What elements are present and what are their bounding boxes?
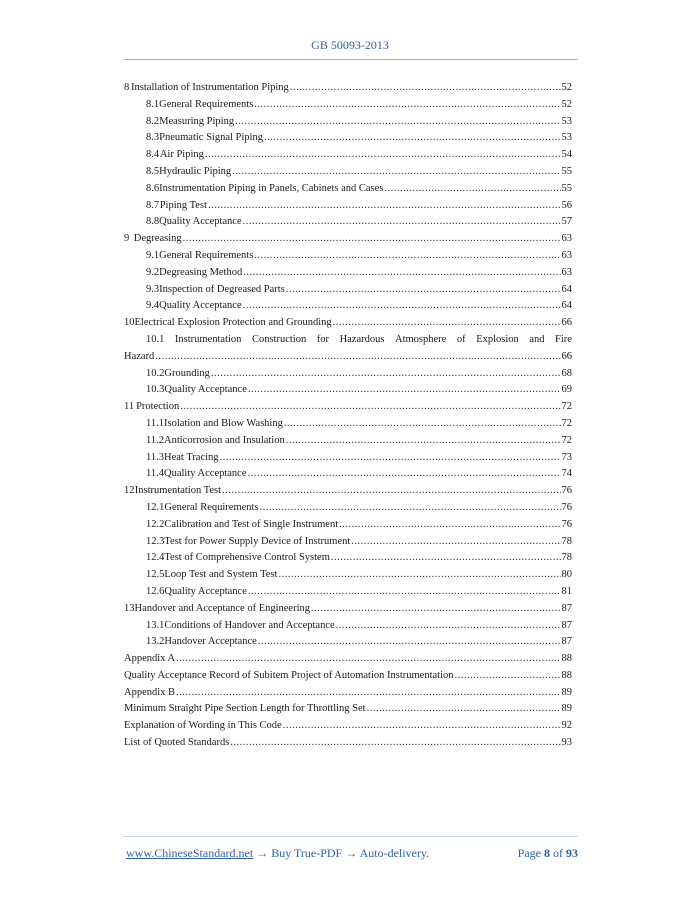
toc-subsection-entry[interactable] (124, 534, 572, 551)
toc-entry-page: 78 (561, 552, 572, 564)
toc-subsection-entry[interactable] (124, 634, 572, 651)
toc-leader-dots (155, 349, 560, 366)
toc-entry-page: 54 (561, 149, 572, 161)
toc-entry-number: 8.7 (146, 199, 160, 211)
toc-leader-dots (278, 567, 560, 584)
footer-divider (123, 836, 578, 837)
toc-entry-word: Hazardous (339, 333, 385, 345)
toc-entry-page: 87 (561, 602, 572, 614)
toc-entry-page: 66 (561, 350, 572, 362)
toc-entry-page: 57 (561, 216, 572, 228)
toc-entry-title: Piping Test (159, 199, 207, 211)
toc-subsection-entry[interactable] (124, 500, 572, 517)
toc-entry-number: 8.3 (146, 132, 160, 144)
toc-entry-page: 55 (561, 182, 572, 194)
toc-entry-word: Construction (251, 333, 307, 345)
toc-entry-word: and (529, 333, 545, 345)
toc-entry-title: Quality Acceptance (164, 468, 247, 480)
toc-entry-page: 52 (561, 98, 572, 110)
header-divider (123, 59, 578, 60)
toc-leader-dots (258, 634, 561, 651)
toc-entry-number: 10.1 (146, 333, 165, 345)
toc-entry-page: 63 (561, 266, 572, 278)
toc-entry-number: 13.2 (146, 636, 165, 648)
footer-promo: → Buy True-PDF → Auto-delivery. (256, 846, 430, 860)
toc-entry-number: 12.3 (146, 535, 165, 547)
toc-entry-page: 64 (561, 283, 572, 295)
toc-subsection-entry[interactable] (124, 433, 572, 450)
toc-entry-page: 72 (561, 401, 572, 413)
toc-section-entry[interactable] (124, 718, 572, 735)
toc-entry-number: 11.3 (146, 451, 164, 463)
toc-leader-dots (333, 315, 561, 332)
toc-section-entry[interactable] (124, 80, 572, 97)
toc-entry-page: 63 (561, 249, 572, 261)
toc-entry-title: List of Quoted Standards (124, 737, 230, 749)
toc-entry-page: 81 (561, 585, 572, 597)
toc-entry-page: 56 (561, 199, 572, 211)
toc-entry-number: 9 (124, 233, 130, 245)
toc-subsection-entry[interactable] (124, 198, 572, 215)
toc-leader-dots (367, 701, 561, 718)
toc-entry-title: Quality Acceptance (164, 384, 247, 396)
toc-entry-title: Test for Power Supply Device of Instrument (164, 535, 351, 547)
toc-subsection-entry[interactable] (124, 298, 572, 315)
toc-entry-number: 12.5 (146, 569, 165, 581)
toc-entry-page: 88 (561, 669, 572, 681)
toc-entry-title: Measuring Piping (159, 115, 235, 127)
toc-entry-title: Instrumentation Test (134, 485, 222, 497)
toc-entry-title: Grounding (164, 367, 210, 379)
toc-entry-title: Handover and Acceptance of Engineering (134, 602, 311, 614)
toc-subsection-entry[interactable] (124, 97, 572, 114)
toc-entry-page: 88 (561, 653, 572, 665)
toc-entry-page: 55 (561, 165, 572, 177)
toc-leader-dots (331, 550, 561, 567)
toc-entry-number: 11.1 (146, 417, 164, 429)
toc-subsection-entry[interactable] (124, 567, 572, 584)
toc-entry-number: 11 (124, 401, 135, 413)
toc-entry-title: General Requirements (159, 98, 254, 110)
toc-subsection-entry[interactable] (124, 147, 572, 164)
toc-leader-dots (243, 265, 560, 282)
toc-entry-title: Quality Acceptance (159, 216, 242, 228)
toc-entry-title: Calibration and Test of Single Instrument (164, 518, 339, 530)
toc-entry-title: Quality Acceptance (159, 300, 242, 312)
toc-leader-dots (336, 618, 561, 635)
toc-entry-page: 69 (561, 384, 572, 396)
toc-leader-dots (283, 718, 561, 735)
toc-leader-dots (384, 181, 560, 198)
toc-entry-page: 66 (561, 317, 572, 329)
toc-section-entry[interactable] (124, 483, 572, 500)
toc-section-entry[interactable] (124, 399, 572, 416)
page-indicator (518, 846, 578, 861)
toc-leader-dots (311, 601, 560, 618)
toc-leader-dots (290, 80, 561, 97)
toc-entry-title: Hazard (124, 350, 155, 362)
toc-entry-word: Explosion (476, 333, 519, 345)
toc-section-entry[interactable] (124, 231, 572, 248)
toc-leader-dots (243, 214, 561, 231)
toc-entry-title: Quality Acceptance Record of Subitem Project of Automation Instrumentation (124, 669, 454, 681)
toc-entry-title: Protection (136, 401, 180, 413)
toc-entry-number: 9.3 (146, 283, 160, 295)
toc-entry-page: 52 (561, 82, 572, 93)
toc-entry-number: 8.2 (146, 115, 160, 127)
toc-entry-title: Pneumatic Signal Piping (159, 132, 263, 144)
toc-leader-dots (339, 517, 560, 534)
toc-section-entry[interactable] (124, 701, 572, 718)
toc-leader-dots (264, 130, 561, 147)
toc-subsection-entry[interactable] (124, 584, 572, 601)
toc-entry-title: Appendix A (124, 653, 176, 665)
toc-entry-page: 89 (561, 703, 572, 715)
toc-entry-number: 8.1 (146, 98, 160, 110)
toc-entry-title: Installation of Instrumentation Piping (131, 82, 289, 93)
toc-entry-title: Loop Test and System Test (164, 569, 278, 581)
toc-subsection-entry[interactable] (124, 382, 572, 399)
toc-entry-word: of (456, 333, 466, 345)
toc-subsection-entry[interactable] (124, 181, 572, 198)
toc-entry-page: 87 (561, 619, 572, 631)
toc-entry-number: 11.2 (146, 434, 164, 446)
toc-entry-title: Air Piping (159, 149, 204, 161)
toc-entry-title: Instrumentation Piping in Panels, Cabinets and Cases (159, 182, 384, 194)
toc-subsection-entry[interactable] (124, 618, 572, 635)
toc-leader-dots (248, 584, 561, 601)
toc-entry-page: 64 (561, 300, 572, 312)
toc-entry-continuation[interactable] (124, 349, 572, 366)
toc-subsection-entry[interactable] (124, 164, 572, 181)
toc-entry-title: Degreasing (133, 233, 182, 245)
toc-leader-dots (220, 450, 561, 467)
toc-leader-dots (254, 248, 560, 265)
toc-leader-dots (222, 483, 560, 500)
toc-leader-dots (284, 416, 561, 433)
toc-entry-title: Anticorrosion and Insulation (164, 434, 285, 446)
page-footer (126, 846, 578, 861)
toc-entry-page: 72 (561, 434, 572, 446)
toc-subsection-entry[interactable] (124, 282, 572, 299)
toc-entry-page: 53 (561, 115, 572, 127)
toc-section-entry[interactable] (124, 651, 572, 668)
toc-entry-word: Instrumentation (174, 333, 242, 345)
running-header (0, 38, 700, 53)
toc-entry-number: 8 (124, 82, 130, 93)
toc-entry-page: 87 (561, 636, 572, 648)
toc-entry-title: Test of Comprehensive Control System (164, 552, 330, 564)
toc-entry-page: 53 (561, 132, 572, 144)
toc-entry-number: 9.2 (146, 266, 160, 278)
toc-entry-title: Degreasing Method (159, 266, 243, 278)
toc-entry-title-line (146, 332, 572, 349)
toc-entry-page: 93 (561, 737, 572, 749)
toc-entry-number: 8.4 (146, 149, 160, 161)
toc-leader-dots (243, 298, 561, 315)
page-current: 8 (544, 846, 550, 860)
toc-entry-title: Explanation of Wording in This Code (124, 720, 282, 732)
toc-entry-number: 8.6 (146, 182, 160, 194)
toc-entry-page: 76 (561, 485, 572, 497)
toc-leader-dots (211, 366, 561, 383)
toc-entry-number: 8.8 (146, 216, 160, 228)
toc-leader-dots (248, 466, 561, 483)
toc-subsection-entry[interactable] (124, 450, 572, 467)
toc-entry-title: Electrical Explosion Protection and Grounding (134, 317, 332, 329)
toc-entry-number: 9.1 (146, 249, 160, 261)
toc-leader-dots (260, 500, 561, 517)
table-of-contents (124, 80, 572, 752)
page-of-label: of (553, 846, 563, 860)
toc-section-entry[interactable] (124, 315, 572, 332)
toc-subsection-entry[interactable] (124, 214, 572, 231)
toc-entry-page: 68 (561, 367, 572, 379)
toc-entry-word: for (316, 333, 330, 345)
toc-entry-title: Handover Acceptance (164, 636, 257, 648)
toc-entry-word: Atmosphere (395, 333, 447, 345)
toc-leader-dots (232, 164, 560, 181)
toc-leader-dots (235, 114, 560, 131)
toc-entry-number: 11.4 (146, 468, 164, 480)
toc-entry[interactable] (124, 332, 572, 349)
toc-leader-dots (254, 97, 560, 114)
website-link[interactable]: www.ChineseStandard.net (126, 846, 254, 860)
standard-code: GB 50093-2013 (311, 38, 389, 52)
toc-entry-number: 10 (124, 317, 135, 329)
toc-entry-page: 73 (561, 451, 572, 463)
toc-subsection-entry[interactable] (124, 265, 572, 282)
page-total: 93 (566, 846, 578, 860)
toc-entry-page: 89 (561, 686, 572, 698)
toc-entry-page: 80 (561, 569, 572, 581)
toc-leader-dots (230, 735, 560, 752)
toc-entry-title: Inspection of Degreased Parts (159, 283, 285, 295)
toc-entry-number: 13.1 (146, 619, 165, 631)
toc-section-entry[interactable] (124, 668, 572, 685)
toc-entry-number: 10.2 (146, 367, 165, 379)
toc-section-entry[interactable] (124, 735, 572, 752)
toc-subsection-entry[interactable] (124, 550, 572, 567)
toc-entry-number: 10.3 (146, 384, 165, 396)
toc-entry-page: 74 (561, 468, 572, 480)
toc-leader-dots (176, 651, 560, 668)
toc-subsection-entry[interactable] (124, 366, 572, 383)
toc-leader-dots (205, 147, 561, 164)
toc-entry-page: 63 (561, 233, 572, 245)
toc-leader-dots (286, 433, 561, 450)
toc-entry-title: Appendix B (124, 686, 176, 698)
toc-leader-dots (208, 198, 561, 215)
toc-entry-page: 92 (561, 720, 572, 732)
toc-entry-number: 12.1 (146, 501, 165, 513)
toc-entry-number: 12 (124, 485, 135, 497)
toc-entry-page: 76 (561, 501, 572, 513)
toc-entry-title: Conditions of Handover and Acceptance (164, 619, 335, 631)
toc-entry-title: Hydraulic Piping (159, 165, 232, 177)
toc-entry-number: 12.4 (146, 552, 165, 564)
toc-subsection-entry[interactable] (124, 130, 572, 147)
toc-entry-title: Isolation and Blow Washing (164, 417, 283, 429)
toc-subsection-entry[interactable] (124, 517, 572, 534)
toc-entry-title: General Requirements (164, 501, 259, 513)
toc-entry-number: 8.5 (146, 165, 160, 177)
toc-entry-page: 72 (561, 417, 572, 429)
toc-section-entry[interactable] (124, 601, 572, 618)
toc-entry-number: 12.6 (146, 585, 165, 597)
toc-entry-number: 12.2 (146, 518, 165, 530)
toc-subsection-entry[interactable] (124, 248, 572, 265)
toc-entry-page: 76 (561, 518, 572, 530)
toc-leader-dots (248, 382, 561, 399)
toc-entry-title: Minimum Straight Pipe Section Length for Throttling Set (124, 703, 366, 715)
toc-entry-title: General Requirements (159, 249, 254, 261)
footer-left (126, 846, 429, 861)
toc-leader-dots (176, 685, 560, 702)
toc-subsection-entry[interactable] (124, 416, 572, 433)
toc-entry-title: Heat Tracing (164, 451, 219, 463)
toc-entry-title: Quality Acceptance (164, 585, 247, 597)
toc-leader-dots (351, 534, 560, 551)
toc-entry-page: 78 (561, 535, 572, 547)
toc-leader-dots (286, 282, 561, 299)
toc-subsection-entry[interactable] (124, 114, 572, 131)
toc-entry-number: 9.4 (146, 300, 160, 312)
toc-leader-dots (180, 399, 560, 416)
toc-leader-dots (183, 231, 561, 248)
toc-section-entry[interactable] (124, 685, 572, 702)
toc-entry-word: Fire (555, 333, 572, 345)
page-label: Page (517, 846, 541, 860)
toc-subsection-entry[interactable] (124, 466, 572, 483)
toc-leader-dots (455, 668, 561, 685)
toc-entry-number: 13 (124, 602, 135, 614)
